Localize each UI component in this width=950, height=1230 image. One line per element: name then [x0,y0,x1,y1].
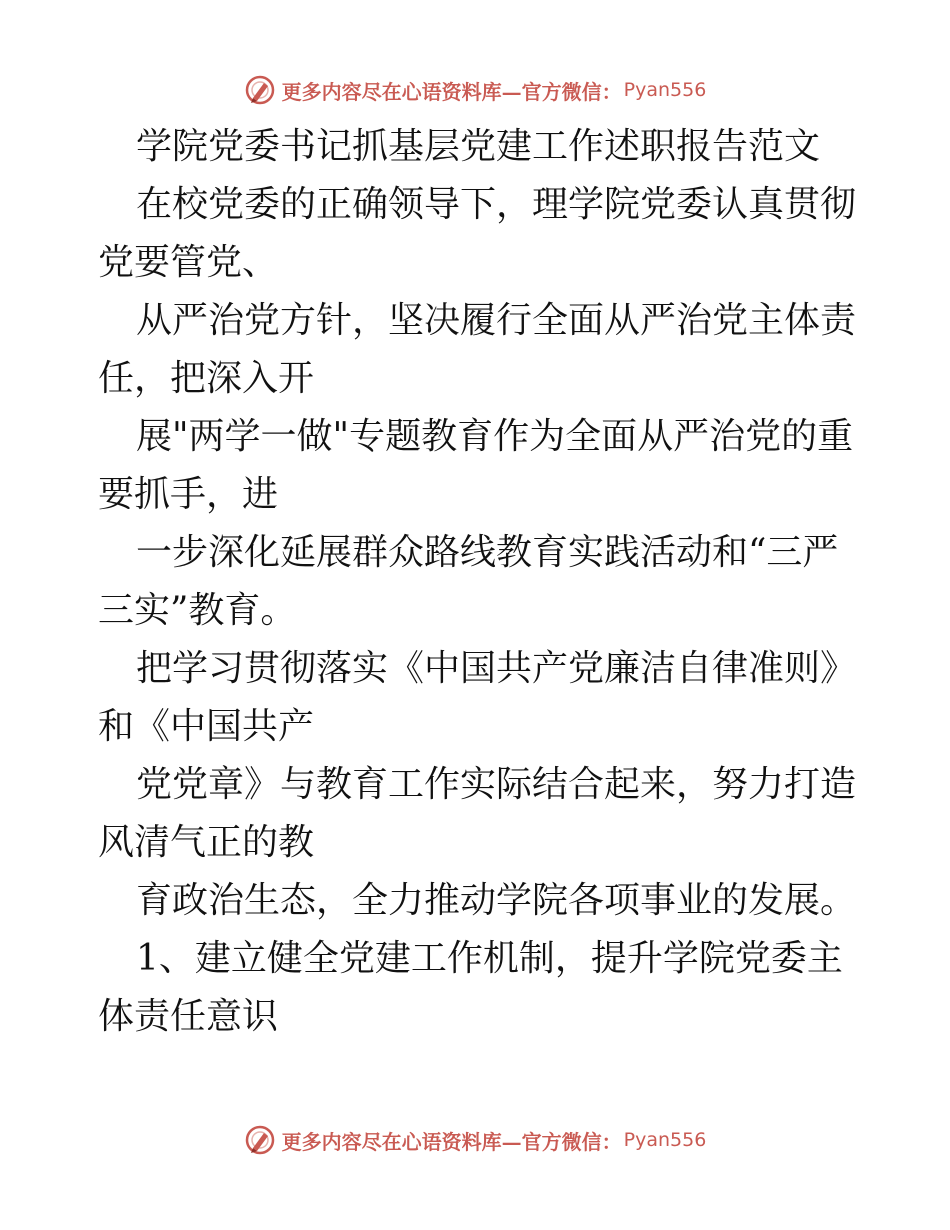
document-paragraph: 展"两学一做"专题教育作为全面从严治党的重要抓手，进 [98,416,854,515]
document-paragraph: 在校党委的正确领导下，理学院党委认真贯彻党要管党、 [98,184,857,283]
document-body [98,118,858,1046]
document-paragraph: 一步深化延展群众路线教育实践活动和“三严三实”教育。 [98,532,839,631]
document-paragraph: 1、建立健全党建工作机制，提升学院党委主体责任意识 [98,938,843,1037]
header-banner [0,70,950,110]
document-title: 学院党委书记抓基层党建工作述职报告范文 [136,126,821,167]
document-paragraph: 从严治党方针，坚决履行全面从严治党主体责任，把深入开 [98,300,857,399]
document-paragraph: 党党章》与教育工作实际结合起来，努力打造风清气正的教 [98,764,857,863]
banner-wechat-handle: Pyan556 [623,79,707,101]
document-paragraph: 把学习贯彻落实《中国共产党廉洁自律准则》和《中国共产 [98,648,857,747]
pen-nib-logo-icon [244,74,276,106]
banner-wechat-handle: Pyan556 [623,1129,707,1151]
footer-banner [0,1120,950,1160]
pen-nib-logo-icon [244,1124,276,1156]
banner-text: 更多内容尽在心语资料库—官方微信： [281,79,622,104]
document-paragraph: 育政治生态，全力推动学院各项事业的发展。 [136,880,857,921]
banner-text: 更多内容尽在心语资料库—官方微信： [281,1129,622,1154]
